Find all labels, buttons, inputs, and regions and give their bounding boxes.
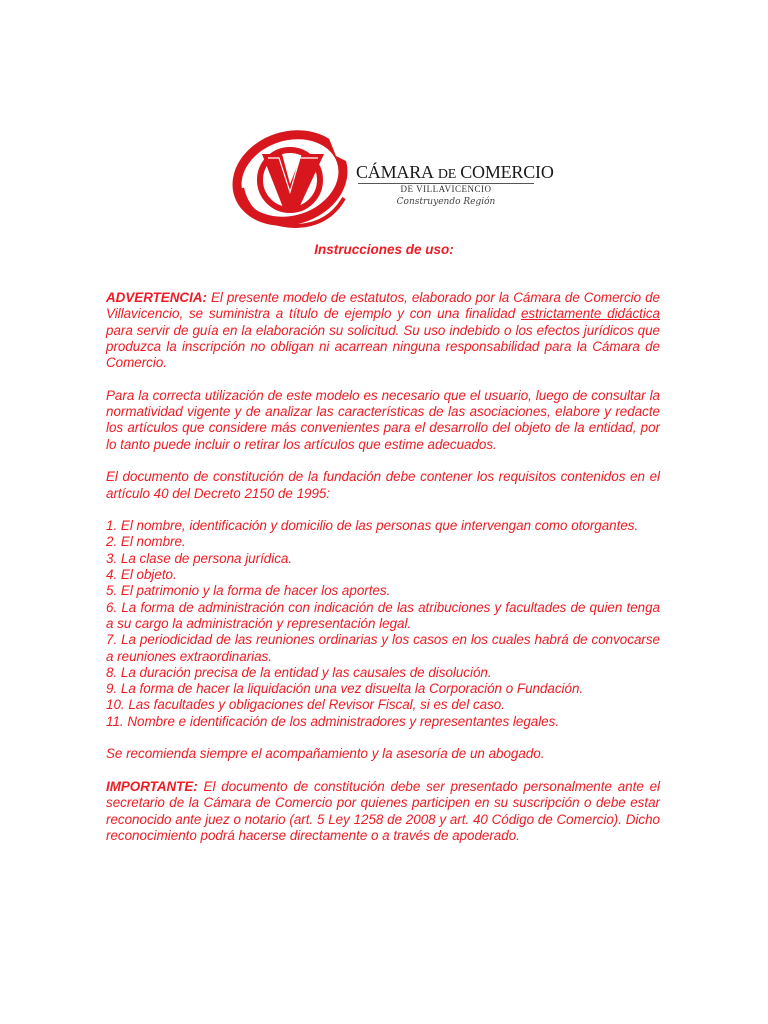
- list-item: 3. La clase de persona jurídica.: [106, 550, 293, 566]
- chamber-of-commerce-logo: [232, 126, 554, 232]
- list-item: 10. Las facultades y obligaciones del Revisor Fiscal, si es del caso.: [106, 697, 505, 713]
- list-item: 2. El nombre.: [106, 534, 186, 550]
- list-item: 4. El objeto.: [106, 567, 177, 583]
- advertencia-text-1: El presente modelo de estatutos, elaborado por la Cámara de Comercio de Villavicencio, se suministra a título de ejemplo y con una finalidad: [106, 290, 660, 322]
- advertencia-text-2: para servir de guía en la elaboración su solicitud. Su uso indebido o los efectos jurídicos que produzca la inscripción no obligan ni acarrean ninguna responsabilidad para la Cámara de Comercio.: [106, 322, 660, 371]
- requirements-list: [106, 518, 660, 730]
- list-item: 6. La forma de administración con indicación de las atribuciones y facultades de quien tenga a su cargo la administración y representación legal.: [106, 599, 660, 631]
- logo-emblem-icon: [232, 126, 356, 232]
- list-item: 5. El patrimonio y la forma de hacer los aportes.: [106, 583, 391, 599]
- usage-paragraph: Para la correcta utilización de este modelo es necesario que el usuario, luego de consultar la normatividad vigente y de analizar las características de las asociaciones, elabore y redacte los artículos que considere más convenientes para el desarrollo del objeto de la entidad, por lo tanto puede incluir o retirar los artículos que estime adecuados.: [106, 387, 660, 452]
- list-item: 8. La duración precisa de la entidad y las causales de disolución.: [106, 664, 492, 680]
- logo-title-word-3: COMERCIO: [460, 162, 554, 182]
- requirements-intro: El documento de constitución de la fundación debe contener los requisitos contenidos en el artículo 40 del Decreto 2150 de 1995:: [106, 469, 660, 501]
- list-item: 7. La periodicidad de las reuniones ordinarias y los casos en los cuales habrá de convocarse a reuniones extraordinarias.: [106, 632, 660, 664]
- logo-tagline: Construyendo Región: [396, 197, 496, 207]
- document-title: Instrucciones de uso:: [314, 242, 454, 257]
- logo-subtitle: DE VILLAVICENCIO: [400, 184, 492, 194]
- importante-label: IMPORTANTE:: [106, 778, 198, 794]
- list-item: 1. El nombre, identificación y domicilio de las personas que intervengan como otorgantes.: [106, 518, 639, 534]
- recommendation-paragraph: Se recomienda siempre el acompañamiento y la asesoría de un abogado.: [106, 746, 545, 762]
- list-item: 9. La forma de hacer la liquidación una vez disuelta la Corporación o Fundación.: [106, 681, 584, 697]
- logo-title-word-2: DE: [437, 167, 457, 182]
- document-body: [106, 290, 660, 860]
- logo-title: [356, 162, 554, 183]
- advertencia-label: ADVERTENCIA:: [106, 290, 207, 305]
- advertencia-underlined: estrictamente didáctica: [520, 306, 660, 322]
- advertencia-paragraph: [106, 290, 660, 371]
- importante-paragraph: [106, 779, 660, 844]
- logo-title-word-1: CÁMARA: [356, 162, 434, 182]
- importante-text: El documento de constitución debe ser presentado personalmente ante el secretario de la Cámara de Comercio por quienes participen en su suscripción o debe estar reconocido ante juez o notario (art. 5 Ley 1258 de 2008 y art. 40 Código de Comercio). Dicho reconocimiento podrá hacerse directamente o a través de apoderado.: [106, 778, 660, 843]
- list-item: 11. Nombre e identificación de los administradores y representantes legales.: [106, 713, 560, 729]
